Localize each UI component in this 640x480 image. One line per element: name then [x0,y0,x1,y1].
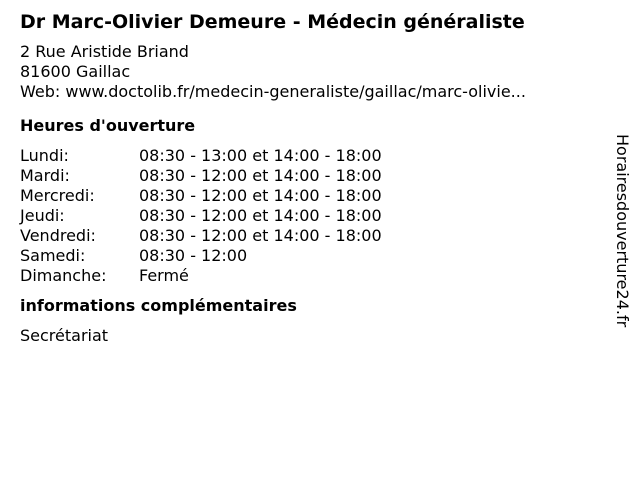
hours-time: 08:30 - 13:00 et 14:00 - 18:00 [139,146,382,165]
hours-row-mercredi [20,186,610,206]
hours-row-jeudi [20,206,610,226]
hours-row-dimanche [20,266,610,286]
hours-day: Lundi: [20,146,69,165]
opening-hours-table [20,146,610,286]
hours-time: 08:30 - 12:00 et 14:00 - 18:00 [139,206,382,225]
hours-heading: Heures d'ouverture [20,116,196,135]
hours-day: Dimanche: [20,266,107,285]
hours-day: Vendredi: [20,226,96,245]
hours-time: 08:30 - 12:00 et 14:00 - 18:00 [139,186,382,205]
hours-day: Mardi: [20,166,70,185]
listing-card [20,9,610,346]
side-brand-text: Horairesdouverture24.fr [613,134,632,328]
hours-row-vendredi [20,226,610,246]
hours-row-mardi [20,166,610,186]
hours-time: 08:30 - 12:00 et 14:00 - 18:00 [139,226,382,245]
hours-row-samedi [20,246,610,266]
hours-time: 08:30 - 12:00 et 14:00 - 18:00 [139,166,382,185]
address-street: 2 Rue Aristide Briand [20,42,189,61]
address-block [20,42,610,102]
address-city: 81600 Gaillac [20,62,131,81]
info-text: Secrétariat [20,326,109,345]
info-heading: informations complémentaires [20,296,297,315]
hours-day: Samedi: [20,246,86,265]
hours-day: Jeudi: [20,206,65,225]
hours-time: 08:30 - 12:00 [139,246,248,265]
hours-day: Mercredi: [20,186,95,205]
hours-time: Fermé [139,266,189,285]
side-brand-watermark [612,134,632,344]
hours-row-lundi [20,146,610,166]
website-link[interactable]: Web: www.doctolib.fr/medecin-generaliste/gaillac/marc-olivie... [20,82,526,101]
page-title: Dr Marc-Olivier Demeure - Médecin généraliste [20,11,525,33]
